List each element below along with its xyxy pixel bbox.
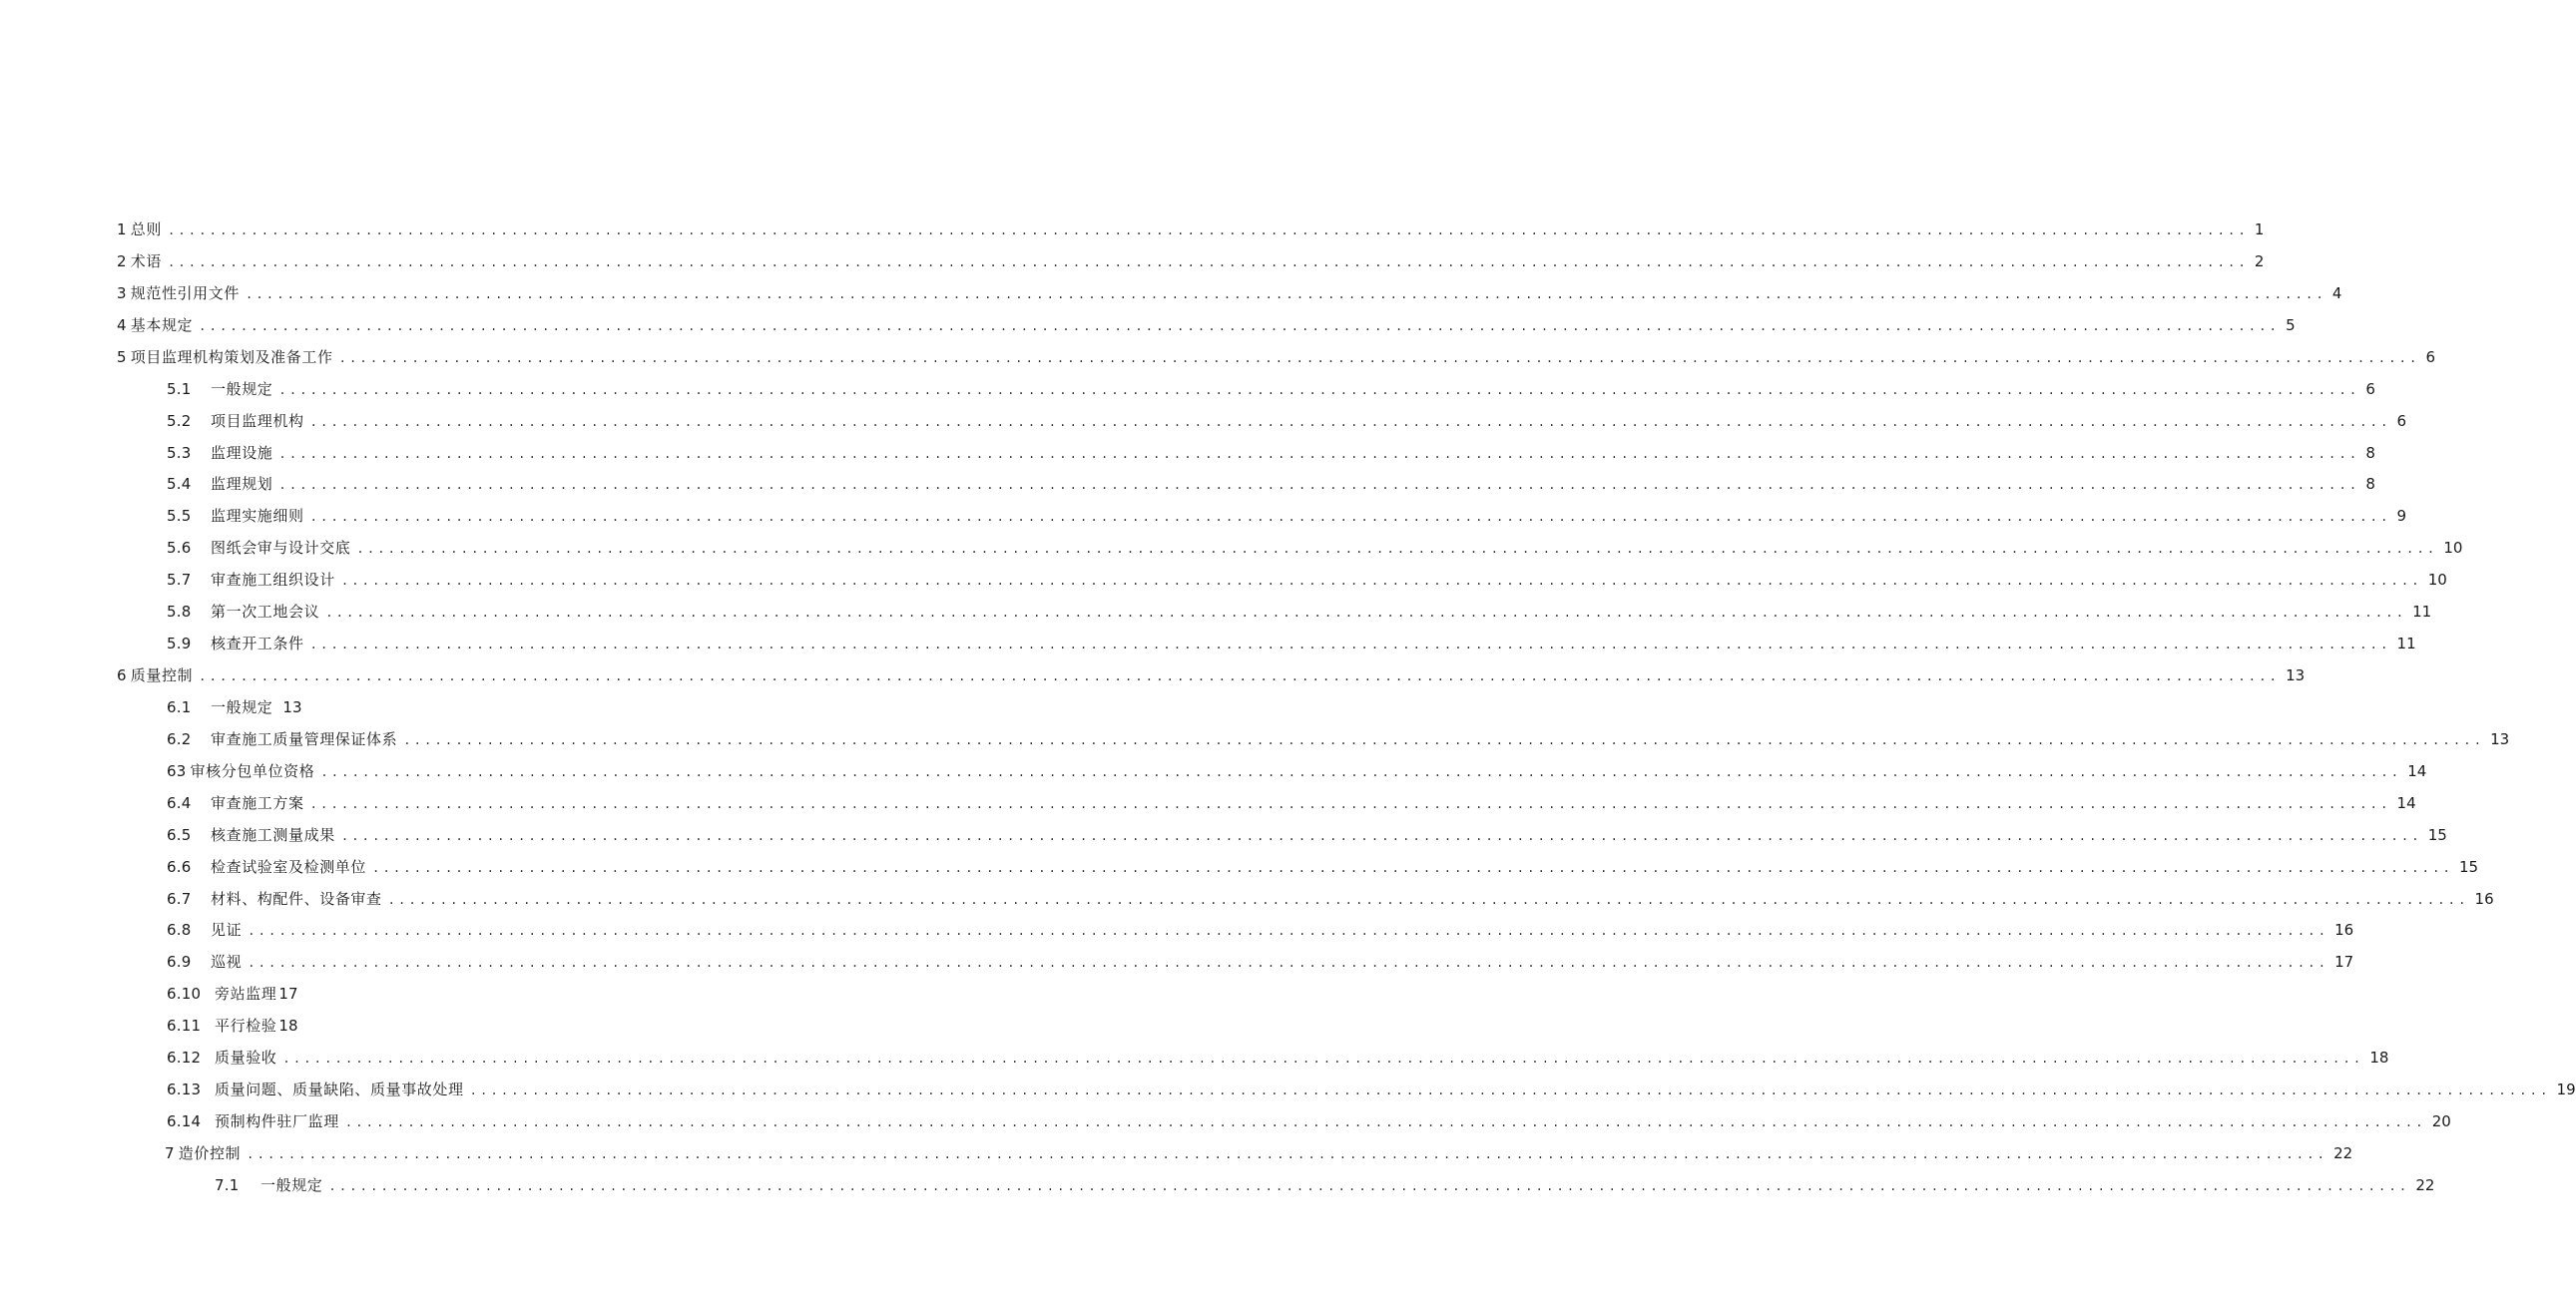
- toc-entry-title: 项目监理机构: [211, 411, 304, 430]
- toc-entry[interactable]: [167, 634, 2416, 654]
- toc-dot-leader: ........................................................................................................................................................................................................: [278, 446, 2360, 461]
- toc-entry-page-number: 15: [2458, 857, 2479, 876]
- toc-entry-page-number: 15: [2427, 825, 2447, 844]
- toc-entry[interactable]: [167, 379, 2375, 400]
- toc-entry[interactable]: [167, 1016, 298, 1036]
- toc-entry[interactable]: [167, 1048, 2389, 1069]
- toc-entry-title: 规范性引用文件: [130, 283, 240, 302]
- toc-entry-page-number: 18: [2369, 1049, 2389, 1068]
- toc-entry-title: 审查施工组织设计: [211, 571, 335, 590]
- toc-entry[interactable]: [167, 857, 2479, 878]
- toc-entry-title: 一般规定: [211, 379, 273, 398]
- toc-entry-page-number: 17: [278, 985, 298, 1004]
- toc-dot-leader: ........................................................................................................................................................................................................: [320, 764, 2402, 779]
- toc-entry-page-number: 13: [282, 697, 302, 716]
- toc-entry-number: 63: [167, 761, 187, 780]
- toc-entry-number: 4: [117, 315, 127, 334]
- toc-entry-page-number: 9: [2396, 507, 2407, 526]
- toc-entry-title: 总则: [130, 220, 162, 238]
- toc-entry-title: 巡视: [211, 953, 243, 972]
- toc-entry[interactable]: [117, 219, 2265, 240]
- toc-entry-page-number: 5: [2286, 315, 2296, 334]
- toc-dot-leader: ........................................................................................................................................................................................................: [247, 1146, 2328, 1161]
- toc-dot-leader: ........................................................................................................................................................................................................: [199, 669, 2281, 684]
- toc-entry-page-number: 1: [2254, 220, 2265, 238]
- toc-entry-page-number: 6: [2396, 411, 2407, 430]
- toc-entry-number: 5.9: [167, 635, 192, 653]
- toc-entry-page-number: 20: [2431, 1112, 2451, 1131]
- toc-entry[interactable]: [167, 825, 2447, 846]
- toc-dot-leader: ........................................................................................................................................................................................................: [387, 892, 2469, 907]
- toc-entry[interactable]: [117, 283, 2342, 304]
- toc-dot-leader: ........................................................................................................................................................................................................: [344, 1115, 2426, 1130]
- toc-entry-title: 核查开工条件: [211, 635, 304, 653]
- toc-entry-page-number: 11: [2396, 635, 2416, 653]
- toc-dot-leader: ........................................................................................................................................................................................................: [248, 956, 2329, 971]
- toc-entry-title: 监理规划: [211, 475, 273, 494]
- toc-dot-leader: ........................................................................................................................................................................................................: [278, 382, 2360, 397]
- toc-entry-page-number: 22: [2333, 1143, 2353, 1162]
- toc-entry-title: 见证: [211, 921, 243, 940]
- toc-entry-page-number: 10: [2443, 539, 2463, 558]
- toc-entry-number: 3: [117, 283, 127, 302]
- toc-entry-title: 基本规定: [130, 315, 194, 334]
- toc-entry[interactable]: [167, 889, 2494, 910]
- toc-entry[interactable]: [167, 920, 2354, 941]
- toc-entry[interactable]: [167, 474, 2375, 495]
- toc-entry[interactable]: [167, 602, 2432, 623]
- toc-dot-leader: ........................................................................................................................................................................................................: [328, 1178, 2410, 1193]
- toc-entry-number: 6.10: [167, 985, 202, 1004]
- toc-dot-leader: ........................................................................................................................................................................................................: [356, 542, 2438, 557]
- toc-entry[interactable]: [167, 952, 2354, 973]
- toc-entry-number: 5.1: [167, 379, 192, 398]
- toc-dot-leader: ........................................................................................................................................................................................................: [340, 574, 2422, 589]
- toc-entry-number: 5.2: [167, 411, 192, 430]
- toc-entry-number: 5.4: [167, 475, 192, 494]
- toc-entry-title: 检查试验室及检测单位: [211, 857, 367, 876]
- toc-entry-number: 7.1: [215, 1175, 240, 1194]
- toc-entry[interactable]: [167, 761, 2427, 782]
- toc-dot-leader: ........................................................................................................................................................................................................: [309, 638, 2391, 652]
- toc-entry-number: 5.7: [167, 571, 192, 590]
- toc-entry-title: 材料、构配件、设备审查: [211, 889, 382, 908]
- toc-entry-title: 审查施工方案: [211, 793, 304, 812]
- toc-entry-title: 质量控制: [130, 666, 194, 685]
- toc-entry-number: 6.8: [167, 921, 192, 940]
- toc-entry-number: 6.11: [167, 1017, 202, 1036]
- toc-entry[interactable]: [167, 1080, 2576, 1100]
- toc-entry-page-number: 4: [2331, 283, 2342, 302]
- toc-entry[interactable]: [167, 570, 2447, 591]
- toc-entry[interactable]: [167, 984, 298, 1004]
- toc-entry-number: 7: [165, 1143, 175, 1162]
- toc-entry-number: 2: [117, 251, 127, 270]
- toc-entry-number: 6.5: [167, 825, 192, 844]
- toc-entry-number: 6.6: [167, 857, 192, 876]
- toc-entry-number: 6.13: [167, 1081, 202, 1099]
- toc-entry[interactable]: [167, 506, 2407, 527]
- toc-entry[interactable]: [167, 793, 2416, 814]
- toc-entry-title: 审核分包单位资格: [190, 761, 315, 780]
- toc-dot-leader: ........................................................................................................................................................................................................: [469, 1083, 2551, 1098]
- toc-dot-leader: ........................................................................................................................................................................................................: [167, 223, 2249, 237]
- toc-entry-number: 6.14: [167, 1112, 202, 1131]
- toc-entry-title: 一般规定: [260, 1175, 323, 1194]
- toc-entry[interactable]: [167, 443, 2375, 464]
- toc-dot-leader: ........................................................................................................................................................................................................: [282, 1052, 2364, 1067]
- toc-entry[interactable]: [117, 347, 2436, 368]
- toc-dot-leader: ........................................................................................................................................................................................................: [248, 924, 2329, 939]
- toc-entry-page-number: 8: [2365, 443, 2375, 462]
- toc-dot-leader: ........................................................................................................................................................................................................: [278, 478, 2360, 493]
- toc-entry-title: 图纸会审与设计交底: [211, 539, 351, 558]
- toc-entry-number: 6.2: [167, 729, 192, 748]
- toc-dot-leader: ........................................................................................................................................................................................................: [199, 318, 2281, 333]
- toc-entry-title: 监理实施细则: [211, 507, 304, 526]
- toc-dot-leader: ........................................................................................................................................................................................................: [338, 350, 2420, 365]
- toc-entry-title: 质量验收: [215, 1049, 277, 1068]
- toc-entry-number: 6.9: [167, 953, 192, 972]
- toc-entry-page-number: 10: [2427, 571, 2447, 590]
- toc-entry-title: 监理设施: [211, 443, 273, 462]
- toc-entry-page-number: 8: [2365, 475, 2375, 494]
- toc-entry-title: 旁站监理: [215, 985, 277, 1004]
- toc-entry[interactable]: [165, 1143, 2353, 1164]
- toc-entry-page-number: 14: [2396, 793, 2416, 812]
- toc-entry-title: 项目监理机构策划及准备工作: [130, 347, 333, 366]
- toc-entry-page-number: 16: [2334, 921, 2354, 940]
- toc-entry-page-number: 11: [2412, 603, 2432, 622]
- toc-dot-leader: ........................................................................................................................................................................................................: [309, 796, 2391, 811]
- toc-entry-page-number: 13: [2490, 729, 2510, 748]
- toc-entry-title: 术语: [130, 251, 162, 270]
- toc-entry-number: 6.7: [167, 889, 192, 908]
- toc-dot-leader: ........................................................................................................................................................................................................: [325, 606, 2407, 621]
- toc-entry-page-number: 14: [2407, 761, 2427, 780]
- toc-entry-number: 5.3: [167, 443, 192, 462]
- toc-entry-number: 1: [117, 220, 127, 238]
- toc-dot-leader: ........................................................................................................................................................................................................: [340, 828, 2422, 843]
- toc-entry-title: 核查施工测量成果: [211, 825, 335, 844]
- toc-entry-number: 5.8: [167, 603, 192, 622]
- toc-entry-title: 预制构件驻厂监理: [215, 1112, 339, 1131]
- toc-entry[interactable]: [167, 538, 2463, 559]
- toc-entry[interactable]: [167, 1111, 2451, 1132]
- toc-dot-leader: ........................................................................................................................................................................................................: [309, 414, 2391, 429]
- toc-entry[interactable]: [117, 251, 2265, 272]
- toc-entry-number: 5.6: [167, 539, 192, 558]
- toc-entry-title: 平行检验: [215, 1017, 277, 1036]
- toc-entry-number: 6.12: [167, 1049, 202, 1068]
- toc-entry-number: 6.4: [167, 793, 192, 812]
- toc-entry[interactable]: [167, 411, 2407, 432]
- toc-entry-title: 审查施工质量管理保证体系: [211, 729, 398, 748]
- toc-dot-leader: ........................................................................................................................................................................................................: [403, 732, 2485, 747]
- toc-entry[interactable]: [167, 697, 302, 717]
- toc-entry[interactable]: [215, 1175, 2435, 1196]
- toc-entry-page-number: 6: [2425, 347, 2436, 366]
- toc-dot-leader: ........................................................................................................................................................................................................: [309, 510, 2391, 525]
- toc-entry-page-number: 13: [2286, 666, 2306, 685]
- toc-entry-page-number: 22: [2415, 1175, 2435, 1194]
- toc-entry[interactable]: [117, 665, 2306, 686]
- toc-entry-page-number: 19: [2556, 1081, 2576, 1099]
- toc-entry-page-number: 18: [278, 1017, 298, 1036]
- toc-entry-page-number: 6: [2365, 379, 2375, 398]
- toc-dot-leader: ........................................................................................................................................................................................................: [245, 286, 2326, 301]
- toc-entry[interactable]: [117, 315, 2296, 336]
- toc-entry-number: 5: [117, 347, 127, 366]
- toc-entry-number: 5.5: [167, 507, 192, 526]
- toc-entry-title: 质量问题、质量缺陷、质量事故处理: [215, 1081, 464, 1099]
- toc-entry-title: 造价控制: [178, 1143, 242, 1162]
- toc-dot-leader: ........................................................................................................................................................................................................: [372, 860, 2453, 875]
- toc-entry-page-number: 2: [2254, 251, 2265, 270]
- toc-entry-title: 第一次工地会议: [211, 603, 320, 622]
- toc-entry[interactable]: [167, 729, 2510, 750]
- toc-entry-title: 一般规定: [211, 697, 273, 716]
- toc-entry-number: 6: [117, 666, 127, 685]
- toc-dot-leader: ........................................................................................................................................................................................................: [167, 254, 2249, 269]
- toc-entry-page-number: 17: [2334, 953, 2354, 972]
- toc-entry-page-number: 16: [2474, 889, 2494, 908]
- toc-entry-number: 6.1: [167, 697, 192, 716]
